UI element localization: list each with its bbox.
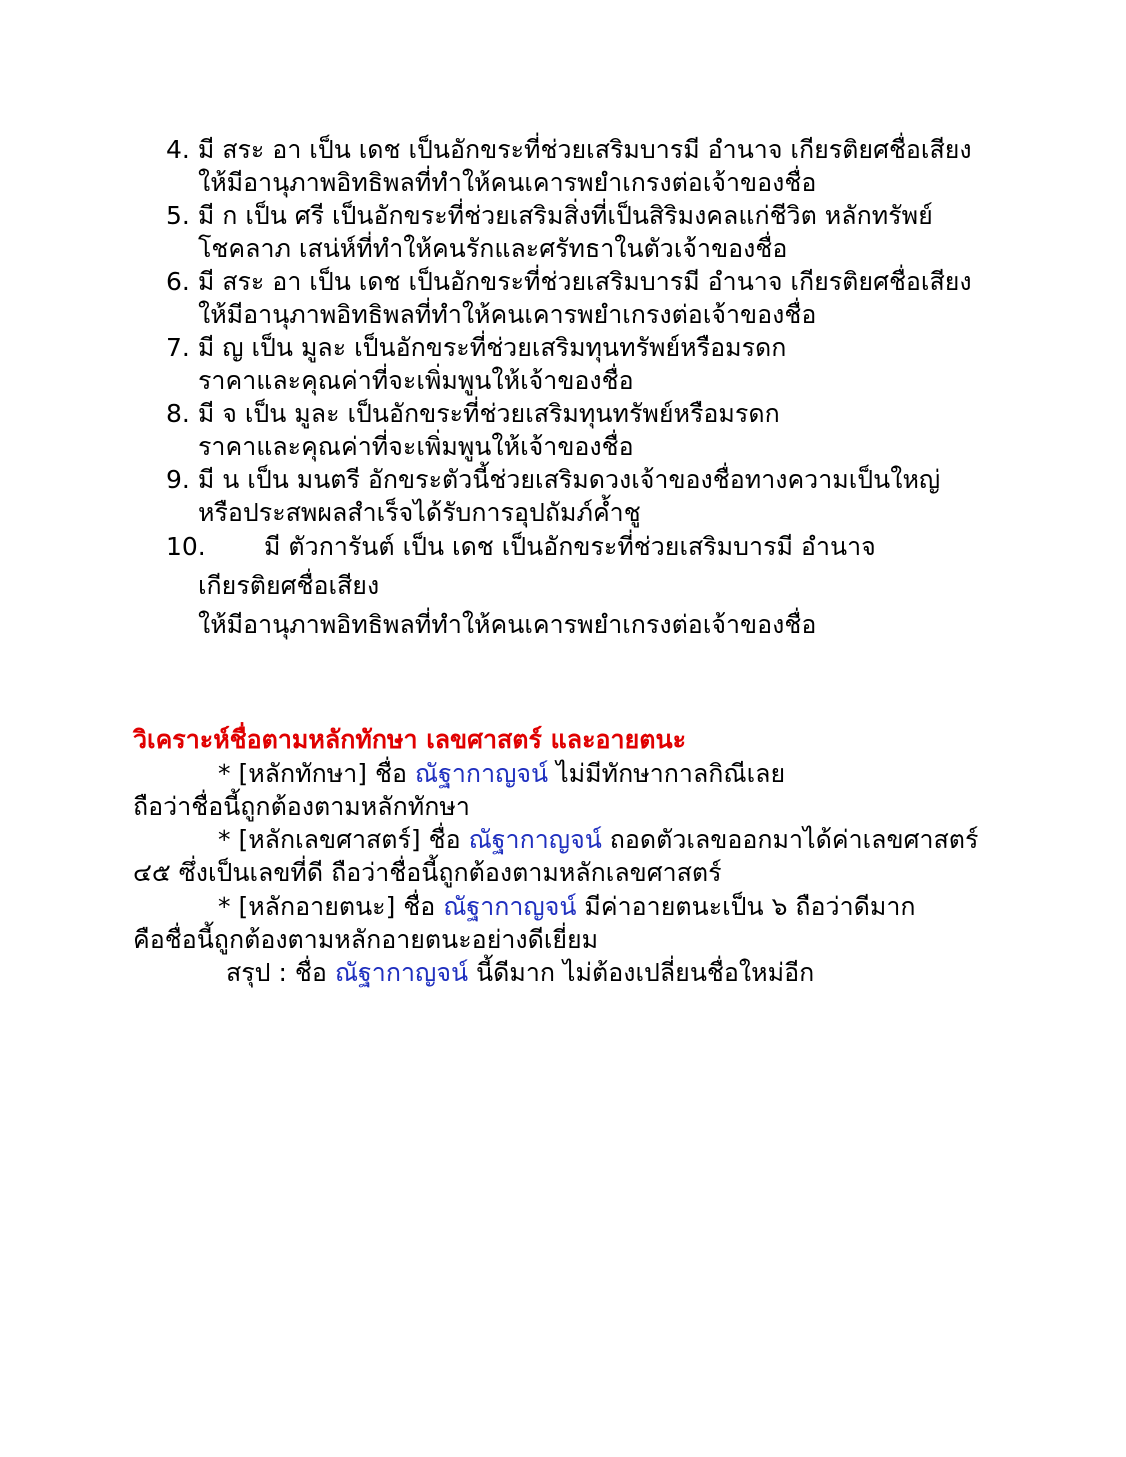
list-item-4 [166, 134, 972, 166]
list-text: มี ญ เป็น มูละ เป็นอักขระที่ช่วยเสริมทุนทรัพย์หรือมรดก [197, 333, 787, 362]
list-number: 5. [166, 201, 190, 230]
summary-line [226, 957, 814, 989]
list-number: 9. [166, 465, 190, 494]
name-highlight: ณัฐากาญจน์ [334, 958, 469, 987]
ayatana-line-2: คือชื่อนี้ถูกต้องตามหลักอายตนะอย่างดีเยี่ยม [133, 925, 599, 954]
name-highlight: ณัฐากาญจน์ [468, 825, 602, 854]
list-item-6-cont: ให้มีอานุภาพอิทธิพลที่ทำให้คนเคารพยำเกรงต่อเจ้าของชื่อ [198, 300, 817, 329]
ayatana-suffix: มีค่าอายตนะเป็น ๖ ถือว่าดีมาก [576, 892, 916, 921]
list-text: มี น เป็น มนตรี อักขระตัวนี้ช่วยเสริมดวงเจ้าของชื่อทางความเป็นใหญ่ [197, 465, 941, 494]
list-item-7 [166, 332, 786, 364]
list-text: มี สระ อา เป็น เดช เป็นอักขระที่ช่วยเสริมบารมี อำนาจ เกียรติยศชื่อเสียง [197, 135, 972, 164]
taksa-line-2: ถือว่าชื่อนี้ถูกต้องตามหลักทักษา [133, 792, 470, 821]
summary-prefix: สรุป : ชื่อ [226, 958, 335, 987]
list-item-5 [166, 200, 933, 232]
summary-suffix: นี้ดีมาก ไม่ต้องเปลี่ยนชื่อใหม่อีก [468, 958, 815, 987]
list-number: 4. [166, 135, 190, 164]
list-item-8 [166, 398, 780, 430]
list-item-8-cont: ราคาและคุณค่าที่จะเพิ่มพูนให้เจ้าของชื่อ [198, 432, 634, 461]
taksa-line [218, 758, 785, 790]
list-item-10: มี ตัวการันต์ เป็น เดช เป็นอักขระที่ช่วยเสริมบารมี อำนาจ [264, 532, 876, 561]
numerology-prefix: * [หลักเลขศาสตร์] ชื่อ [218, 825, 469, 854]
name-highlight: ณัฐากาญจน์ [443, 892, 577, 921]
ayatana-line [218, 891, 916, 923]
list-text: มี จ เป็น มูละ เป็นอักขระที่ช่วยเสริมทุนทรัพย์หรือมรดก [197, 399, 780, 428]
list-number: 6. [166, 267, 190, 296]
list-item-9-cont: หรือประสพผลสำเร็จได้รับการอุปถัมภ์ค้ำชู [198, 498, 641, 527]
list-item-7-cont: ราคาและคุณค่าที่จะเพิ่มพูนให้เจ้าของชื่อ [198, 366, 634, 395]
list-item-4-cont: ให้มีอานุภาพอิทธิพลที่ทำให้คนเคารพยำเกรงต่อเจ้าของชื่อ [198, 168, 817, 197]
numerology-suffix: ถอดตัวเลขออกมาได้ค่าเลขศาสตร์ [601, 825, 979, 854]
numerology-line [218, 824, 978, 856]
taksa-prefix: * [หลักทักษา] ชื่อ [218, 759, 415, 788]
name-highlight: ณัฐากาญจน์ [414, 759, 549, 788]
list-item-10-number: 10. [166, 532, 206, 561]
list-item-10-cont: เกียรติยศชื่อเสียง [198, 571, 380, 600]
list-text: มี สระ อา เป็น เดช เป็นอักขระที่ช่วยเสริมบารมี อำนาจ เกียรติยศชื่อเสียง [197, 267, 972, 296]
ayatana-prefix: * [หลักอายตนะ] ชื่อ [218, 892, 444, 921]
list-item-5-cont: โชคลาภ เสน่ห์ที่ทำให้คนรักและศรัทธาในตัวเจ้าของชื่อ [198, 234, 788, 263]
taksa-suffix: ไม่มีทักษากาลกิณีเลย [548, 759, 786, 788]
numerology-line-2: ๔๕ ซึ่งเป็นเลขที่ดี ถือว่าชื่อนี้ถูกต้องตามหลักเลขศาสตร์ [133, 858, 722, 887]
analysis-heading: วิเคราะห์ชื่อตามหลักทักษา เลขศาสตร์ และอายตนะ [133, 725, 686, 754]
list-item-10-cont-2: ให้มีอานุภาพอิทธิพลที่ทำให้คนเคารพยำเกรงต่อเจ้าของชื่อ [198, 610, 817, 639]
list-text: มี ก เป็น ศรี เป็นอักขระที่ช่วยเสริมสิ่งที่เป็นสิริมงคลแก่ชีวิต หลักทรัพย์ [197, 201, 933, 230]
list-item-9 [166, 464, 940, 496]
list-number: 7. [166, 333, 190, 362]
list-item-6 [166, 266, 972, 298]
list-number: 8. [166, 399, 190, 428]
